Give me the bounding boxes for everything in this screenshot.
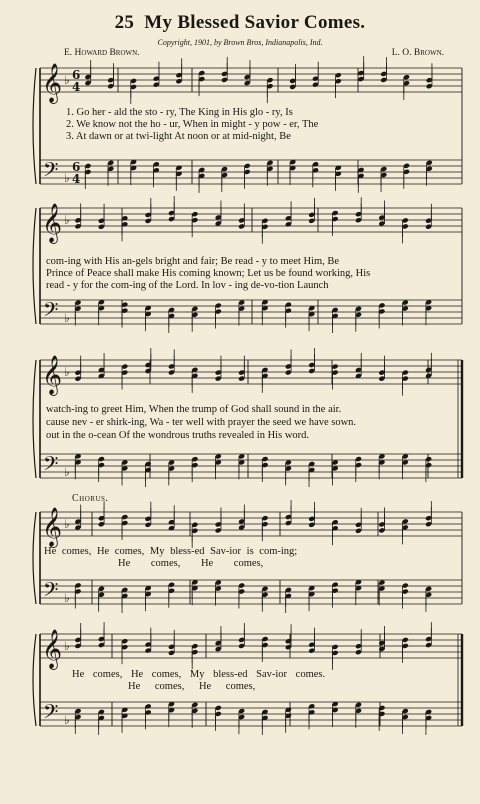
hymn-title-text: My Blessed Savior Comes.	[144, 12, 366, 33]
treble-clef-icon: 𝄞	[42, 355, 63, 395]
treble-clef-icon: 𝄞	[42, 203, 63, 243]
system-brace	[33, 208, 36, 324]
bass-clef-icon: 𝄢	[43, 158, 59, 186]
treble-clef-icon: 𝄞	[42, 507, 63, 547]
flat-sign: ♭	[64, 311, 70, 325]
time-signature: 6	[72, 160, 81, 174]
copyright-notice: Copyright, 1901, by Brown Bros, Indianapolis, Ind.	[157, 38, 323, 47]
s3-verse1: watch-ing to greet Him, When the trump of God shall sound in the air.	[46, 404, 342, 415]
time-signature: 4	[72, 80, 81, 94]
treble-clef-icon: 𝄞	[42, 63, 63, 103]
lyricist-credit: E. Howard Brown.	[64, 48, 140, 58]
composer-credit: L. O. Brown.	[391, 48, 444, 58]
chorus-label: Chorus.	[72, 493, 109, 504]
s3-verse3: out in the o-cean Of the wondrous truths revealed in His word.	[46, 430, 310, 441]
s1-verse1: 1. Go her - ald the sto - ry, The King in His glo - ry, Is	[66, 107, 293, 118]
bass-clef-icon: 𝄢	[43, 298, 59, 326]
s3-verse2: cause nev - er shirk-ing, Wa - ter well with prayer the seed we have sown.	[46, 417, 357, 428]
flat-sign: ♭	[64, 73, 70, 87]
system-brace	[33, 360, 36, 478]
chorus-line2: He comes, He comes, My bless-ed Sav-ior comes.	[72, 669, 326, 680]
time-signature: 6	[72, 68, 81, 82]
flat-sign: ♭	[64, 713, 70, 727]
s1-verse3: 3. At dawn or at twi-light At noon or at mid-night, Be	[66, 131, 291, 142]
bass-clef-icon: 𝄢	[43, 578, 59, 606]
system-brace	[33, 68, 36, 184]
chorus-line1: He comes, He comes, My bless-ed Sav-ior is com-ing;	[44, 546, 298, 557]
flat-sign: ♭	[64, 171, 70, 185]
flat-sign: ♭	[64, 639, 70, 653]
treble-clef-icon: 𝄞	[42, 629, 63, 669]
bass-clef-icon: 𝄢	[43, 700, 59, 728]
chorus-line1-echo: He comes, He comes,	[118, 558, 264, 569]
chorus-line2-echo: He comes, He comes,	[128, 681, 256, 692]
flat-sign: ♭	[64, 365, 70, 379]
s2-verse2: Prince of Peace shall make His coming known; Let us be found working, His	[46, 268, 371, 279]
time-signature: 4	[72, 172, 81, 186]
system-brace	[33, 512, 36, 604]
system-brace	[33, 634, 36, 726]
flat-sign: ♭	[64, 591, 70, 605]
s1-verse2: 2. We know not the ho - ur, When in might - y pow - er, The	[66, 119, 319, 130]
s2-verse1: com-ing with His an-gels bright and fair; Be read - y to meet Him, Be	[46, 256, 340, 267]
flat-sign: ♭	[64, 517, 70, 531]
s2-verse3: read - y for the com-ing of the Lord. In lov - ing de-vo-tion Launch	[46, 280, 329, 291]
hymn-number: 25	[114, 12, 135, 33]
flat-sign: ♭	[64, 465, 70, 479]
bass-clef-icon: 𝄢	[43, 452, 59, 480]
flat-sign: ♭	[64, 213, 70, 227]
